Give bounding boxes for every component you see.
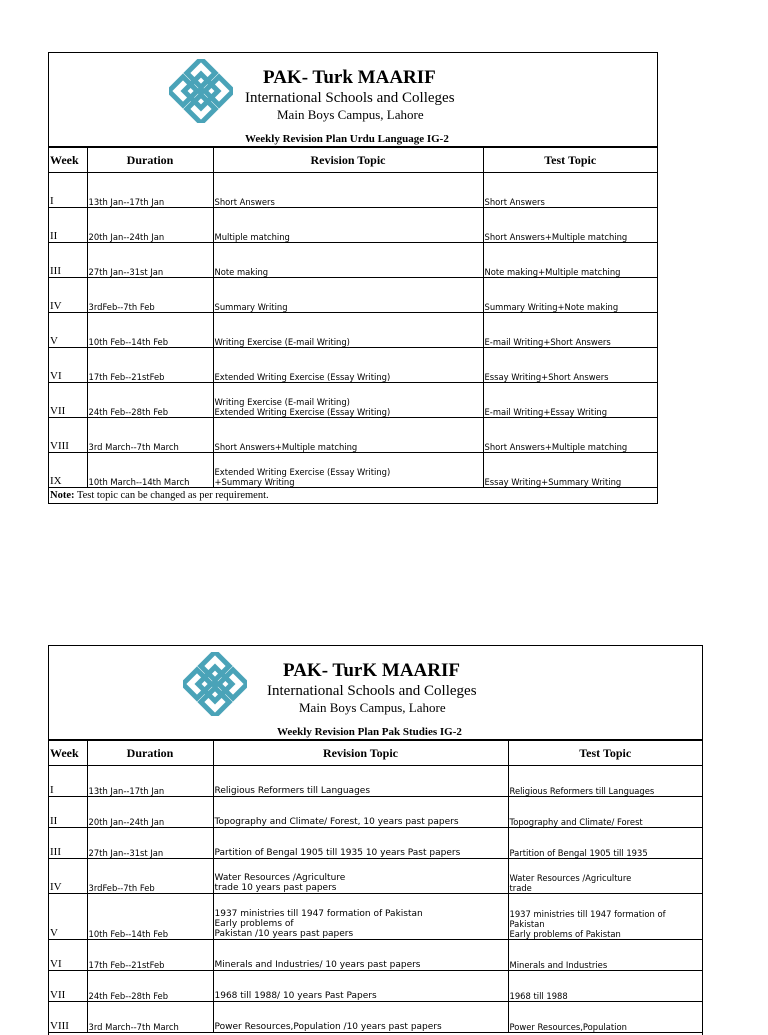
duration-cell: 10th Feb--14th Feb: [87, 313, 213, 348]
revision-topic-cell: Power Resources,Population /10 years past papers: [213, 1002, 508, 1033]
test-topic-cell: Essay Writing+Summary Writing: [483, 453, 657, 488]
test-topic-cell: Topography and Climate/ Forest: [508, 797, 702, 828]
duration-cell: 13th Jan--17th Jan: [87, 766, 213, 797]
revision-topic-cell: Water Resources /Agriculture trade 10 years past papers: [213, 859, 508, 894]
col-header-revision-topic: Revision Topic: [213, 148, 483, 173]
revision-topic-cell: 1937 ministries till 1947 formation of Pakistan Early problems of Pakistan /10 years past papers: [213, 894, 508, 940]
table-row: [49, 859, 702, 894]
table-header-row: [49, 741, 702, 766]
duration-cell: 20th Jan--24th Jan: [87, 797, 213, 828]
week-cell: VI: [49, 940, 87, 971]
col-header-week: Week: [49, 148, 87, 173]
col-header-week: Week: [49, 741, 87, 766]
duration-cell: 17th Feb--21stFeb: [87, 348, 213, 383]
duration-cell: 3rd March--7th March: [87, 418, 213, 453]
duration-cell: 17th Feb--21stFeb: [87, 940, 213, 971]
test-topic-cell: 1968 till 1988: [508, 971, 702, 1002]
revision-plan-sheet-pak-studies: [48, 645, 703, 1035]
test-topic-cell: Summary Writing+Note making: [483, 278, 657, 313]
test-topic-cell: Minerals and Industries: [508, 940, 702, 971]
sheet-header: [49, 53, 657, 147]
week-cell: VII: [49, 383, 87, 418]
week-cell: II: [49, 797, 87, 828]
duration-cell: 3rdFeb--7th Feb: [87, 278, 213, 313]
table-row: [49, 173, 657, 208]
duration-cell: 24th Feb--28th Feb: [87, 971, 213, 1002]
revision-topic-cell: Minerals and Industries/ 10 years past papers: [213, 940, 508, 971]
week-cell: III: [49, 243, 87, 278]
table-header-row: [49, 148, 657, 173]
campus-name: Main Boys Campus, Lahore: [299, 700, 446, 715]
test-topic-cell: Power Resources,Population: [508, 1002, 702, 1033]
revision-plan-sheet-urdu: [48, 52, 658, 504]
test-topic-cell: Religious Reformers till Languages: [508, 766, 702, 797]
revision-table: [49, 740, 702, 1033]
week-cell: V: [49, 894, 87, 940]
revision-topic-cell: Writing Exercise (E-mail Writing): [213, 313, 483, 348]
plan-title: Weekly Revision Plan Pak Studies IG-2: [277, 726, 462, 738]
revision-topic-cell: Multiple matching: [213, 208, 483, 243]
test-topic-cell: Short Answers: [483, 173, 657, 208]
table-row: [49, 313, 657, 348]
table-row: [49, 971, 702, 1002]
campus-name: Main Boys Campus, Lahore: [277, 107, 424, 122]
table-row: [49, 828, 702, 859]
test-topic-cell: Essay Writing+Short Answers: [483, 348, 657, 383]
revision-topic-cell: Religious Reformers till Languages: [213, 766, 508, 797]
table-row: [49, 940, 702, 971]
revision-topic-cell: Extended Writing Exercise (Essay Writing): [213, 348, 483, 383]
test-topic-cell: E-mail Writing+Short Answers: [483, 313, 657, 348]
week-cell: II: [49, 208, 87, 243]
duration-cell: 13th Jan--17th Jan: [87, 173, 213, 208]
table-row: [49, 797, 702, 828]
revision-topic-cell: 1968 till 1988/ 10 years Past Papers: [213, 971, 508, 1002]
week-cell: I: [49, 173, 87, 208]
week-cell: IX: [49, 453, 87, 488]
table-row: [49, 208, 657, 243]
maarif-logo-icon: [183, 652, 247, 716]
test-topic-cell: Water Resources /Agriculture trade: [508, 859, 702, 894]
week-cell: VIII: [49, 418, 87, 453]
week-cell: V: [49, 313, 87, 348]
duration-cell: 10th Feb--14th Feb: [87, 894, 213, 940]
col-header-duration: Duration: [87, 741, 213, 766]
duration-cell: 3rdFeb--7th Feb: [87, 859, 213, 894]
revision-topic-cell: Topography and Climate/ Forest, 10 years past papers: [213, 797, 508, 828]
table-row: [49, 278, 657, 313]
col-header-test-topic: Test Topic: [483, 148, 657, 173]
revision-topic-cell: Partition of Bengal 1905 till 1935 10 years Past papers: [213, 828, 508, 859]
table-row: [49, 894, 702, 940]
maarif-logo-icon: [169, 59, 233, 123]
school-subtitle: International Schools and Colleges: [245, 90, 455, 106]
revision-topic-cell: Note making: [213, 243, 483, 278]
table-row: [49, 1002, 702, 1033]
test-topic-cell: E-mail Writing+Essay Writing: [483, 383, 657, 418]
test-topic-cell: 1937 ministries till 1947 formation of Pakistan Early problems of Pakistan: [508, 894, 702, 940]
table-row: [49, 348, 657, 383]
test-topic-cell: Partition of Bengal 1905 till 1935: [508, 828, 702, 859]
revision-topic-cell: Short Answers: [213, 173, 483, 208]
table-note: [49, 488, 657, 503]
revision-table: [49, 147, 657, 488]
week-cell: IV: [49, 859, 87, 894]
table-row: [49, 418, 657, 453]
sheet-header: [49, 646, 702, 740]
duration-cell: 10th March--14th March: [87, 453, 213, 488]
note-text: Test topic can be changed as per requirement.: [76, 490, 269, 501]
col-header-revision-topic: Revision Topic: [213, 741, 508, 766]
duration-cell: 27th Jan--31st Jan: [87, 243, 213, 278]
plan-title: Weekly Revision Plan Urdu Language IG-2: [245, 133, 449, 145]
table-row: [49, 453, 657, 488]
week-cell: I: [49, 766, 87, 797]
test-topic-cell: Short Answers+Multiple matching: [483, 208, 657, 243]
duration-cell: 3rd March--7th March: [87, 1002, 213, 1033]
school-subtitle: International Schools and Colleges: [267, 683, 477, 699]
week-cell: III: [49, 828, 87, 859]
week-cell: IV: [49, 278, 87, 313]
table-row: [49, 383, 657, 418]
school-title: PAK- Turk MAARIF: [263, 67, 436, 88]
revision-topic-cell: Extended Writing Exercise (Essay Writing) +Summary Writing: [213, 453, 483, 488]
revision-topic-cell: Short Answers+Multiple matching: [213, 418, 483, 453]
col-header-test-topic: Test Topic: [508, 741, 702, 766]
table-row: [49, 766, 702, 797]
duration-cell: 27th Jan--31st Jan: [87, 828, 213, 859]
duration-cell: 24th Feb--28th Feb: [87, 383, 213, 418]
col-header-duration: Duration: [87, 148, 213, 173]
duration-cell: 20th Jan--24th Jan: [87, 208, 213, 243]
week-cell: VI: [49, 348, 87, 383]
week-cell: VIII: [49, 1002, 87, 1033]
school-title: PAK- TurK MAARIF: [283, 660, 460, 681]
revision-topic-cell: Writing Exercise (E-mail Writing) Extended Writing Exercise (Essay Writing): [213, 383, 483, 418]
note-label: Note:: [50, 490, 75, 501]
table-row: [49, 243, 657, 278]
test-topic-cell: Note making+Multiple matching: [483, 243, 657, 278]
revision-topic-cell: Summary Writing: [213, 278, 483, 313]
test-topic-cell: Short Answers+Multiple matching: [483, 418, 657, 453]
week-cell: VII: [49, 971, 87, 1002]
